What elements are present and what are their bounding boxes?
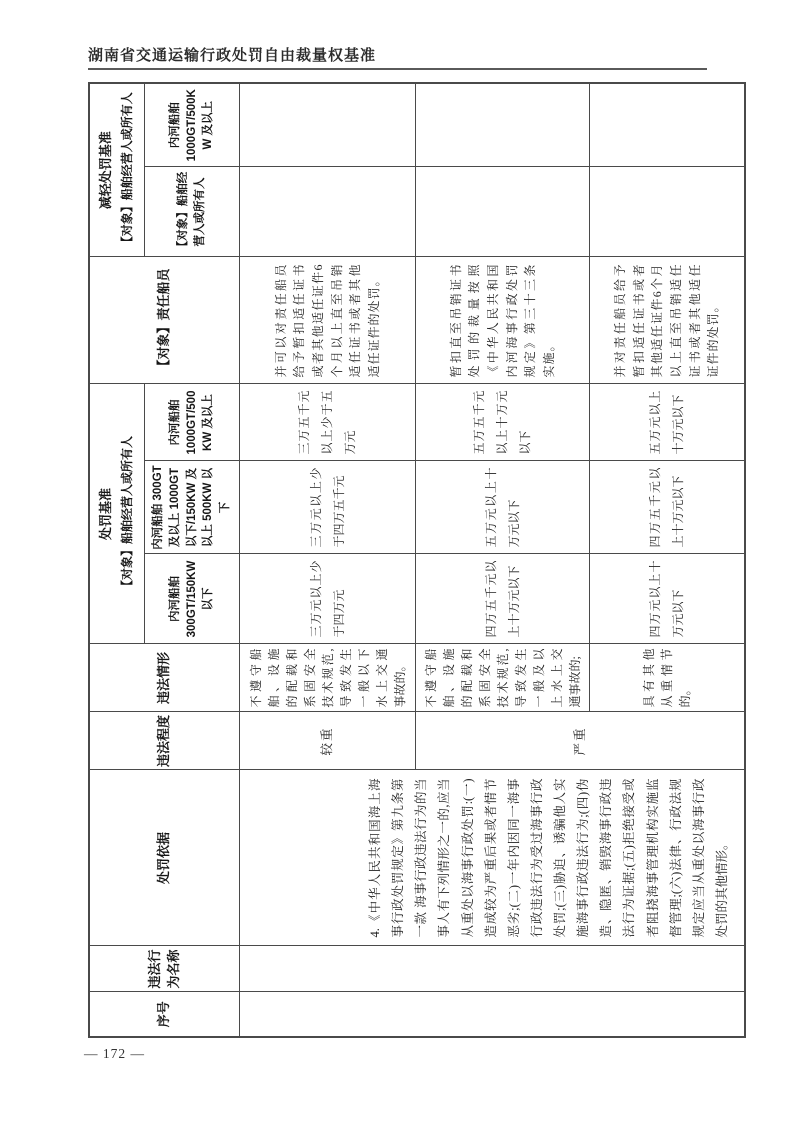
cell-mitigated-large-row3: [590, 83, 746, 167]
cell-fine-small-row2: 四万五千元以上十万元以下: [416, 554, 590, 644]
header-ship-small: 内河船舶 300GT/150KW 以下: [145, 554, 240, 644]
cell-serial-number: [240, 992, 746, 1037]
cell-degree-row1: 较重: [240, 712, 416, 770]
cell-fine-large-row1: 三万五千元以上少于五万元: [240, 384, 416, 461]
cell-penalty-basis: 4.《中华人民共和国海上海事行政处罚规定》第九条第一款 海事行政违法行为的当事人有下列情形之一的,应当从重处以海事行政处罚:(一)造成较为严重后果或者情节恶劣;(二)一年内因同一海事行政违法行为受过海事行政处罚;(三)胁迫、诱骗他人实施海事行政违法行为;(四)伪造、隐匿、销毁海事行政违法行为证据;(五)拒绝接受或者阻挠海事管理机构实施监督管理;(六)法律、行政法规规定应当从重处以海事行政处罚的其他情形。: [240, 770, 746, 946]
group-mitigated-title: 减轻处罚基准: [98, 131, 114, 210]
header-group-penalty-standard: [89, 384, 145, 644]
cell-mitigated-operator-row3: [590, 167, 746, 257]
page-title: 湖南省交通运输行政处罚自由裁量权基准: [88, 47, 377, 64]
group-penalty-title: 处罚基准: [98, 488, 114, 541]
cell-circumstance-row3: 具有其他从重情节的。: [590, 644, 746, 712]
cell-circumstance-row2: 不遵守船舶、设施的配载和系固安全技术规范,导致发生一般及以上水上交通事故的;: [416, 644, 590, 712]
cell-fine-mid-row2: 五万元以上十万元以下: [416, 461, 590, 554]
header-violation-degree: 违法程度: [89, 712, 240, 770]
cell-violation-name: [240, 946, 746, 992]
cell-fine-small-row3: 四万元以上十万元以下: [590, 554, 746, 644]
header-group-mitigated-penalty: [89, 83, 145, 257]
header-serial-number: 序号: [89, 992, 240, 1037]
cell-circumstance-row1: 不遵守船舶、设施的配载和系固安全技术规范,导致发生一般以下水上交通事故的。: [240, 644, 416, 712]
cell-mitigated-large-row2: [416, 83, 590, 167]
group-penalty-subtitle: 【对象】船舶经营人或所有人: [120, 436, 135, 593]
page-number: — 172 —: [84, 1046, 145, 1061]
header-violation-circumstance: 违法情形: [89, 644, 240, 712]
header-penalty-basis: 处罚依据: [89, 770, 240, 946]
cell-degree-row2: 严重: [416, 712, 746, 770]
header-responsible-crew: 【对象】责任船员: [89, 257, 240, 384]
header-ship-large: 内河船舶 1000GT/500KW 及以上: [145, 384, 240, 461]
title-divider: [88, 68, 707, 70]
cell-fine-mid-row3: 四万五千元以上十万元以下: [590, 461, 746, 554]
group-mitigated-subtitle: 【对象】船舶经营人或所有人: [120, 92, 135, 249]
cell-crew-row3: 并对责任船员给予暂扣适任证书或者其他适任证件6个月以上直至吊销适任证书或者其他适任证件的处罚。: [590, 257, 746, 384]
cell-fine-small-row1: 三万元以上少于四万元: [240, 554, 416, 644]
cell-crew-row1: 并可以对责任船员给予暂扣适任证书或者其他适任证件6个月以上直至吊销适任证书或者其他适任证件的处罚。: [240, 257, 416, 384]
cell-mitigated-operator-row1: [240, 167, 416, 257]
cell-fine-large-row3: 五万元以上十万元以下: [590, 384, 746, 461]
header-mitigated-ship-large: 内河船舶 1000GT/500KW 及以上: [145, 83, 240, 167]
header-violation-name: 违法行为名称: [89, 946, 240, 992]
cell-mitigated-large-row1: [240, 83, 416, 167]
cell-crew-row2: 暂扣直至吊销证书处罚的裁量按照《中华人民共和国内河海事行政处罚规定》第三十三条实施。: [416, 257, 590, 384]
rotated-table-container: [88, 84, 729, 1038]
cell-fine-large-row2: 五万五千元以上十万元以下: [416, 384, 590, 461]
cell-fine-mid-row1: 三万元以上少于四万五千元: [240, 461, 416, 554]
header-ship-mid: 内河船舶 300GT 及以上 1000GT 以下/150KW 及以上 500KW 以下: [145, 461, 240, 554]
header-mitigated-operator: 【对象】船舶经营人或所有人: [145, 167, 240, 257]
cell-mitigated-operator-row2: [416, 167, 590, 257]
penalty-standards-table: [88, 82, 746, 1038]
